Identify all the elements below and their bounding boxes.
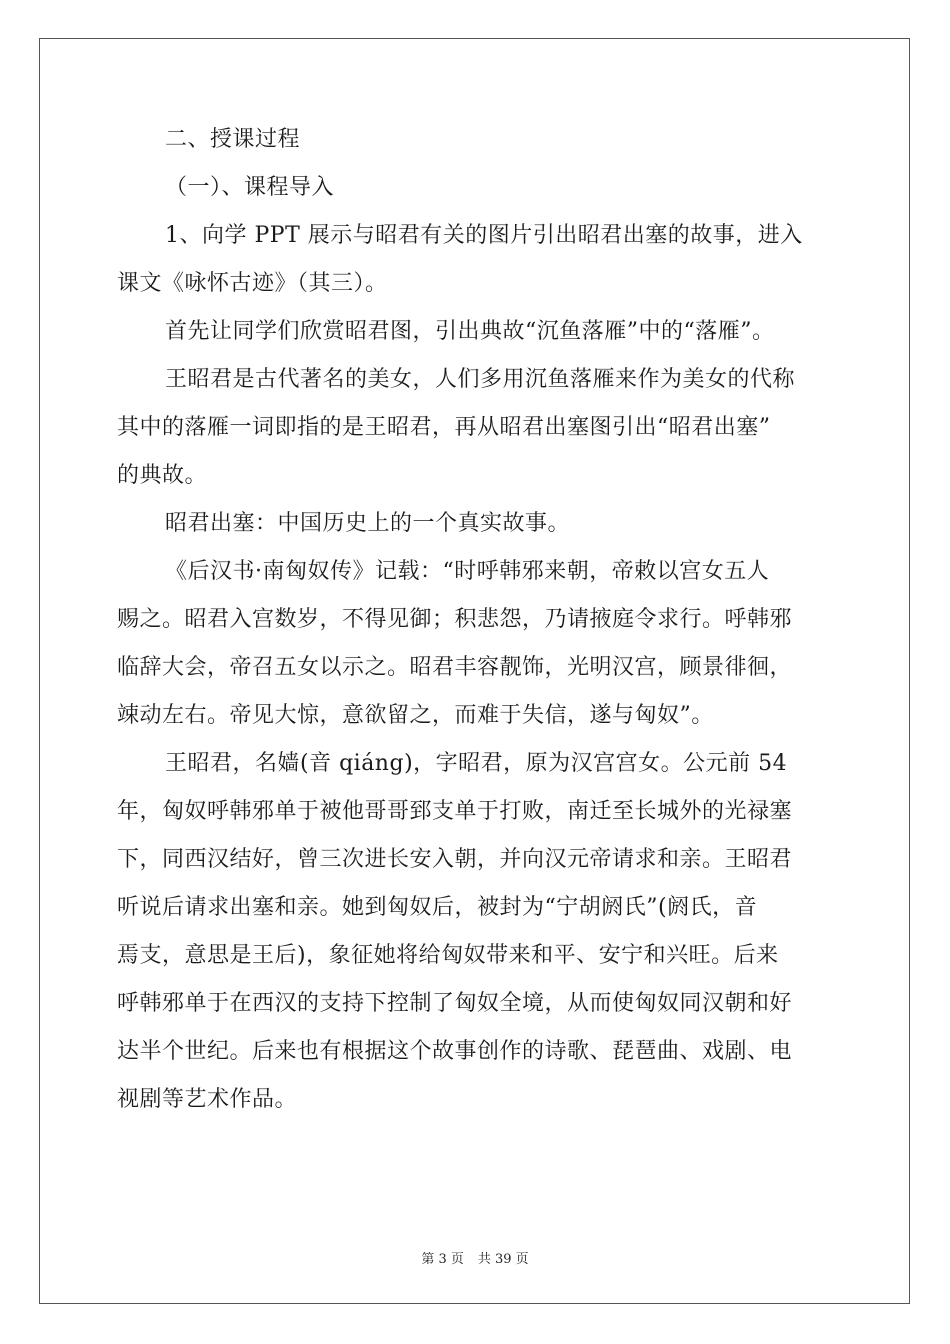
- text-line-9: 昭君出塞：中国历史上的一个真实故事。: [165, 511, 571, 536]
- text-line-11: 赐之。昭君入宫数岁，不得见御；积悲怨，乃请掖庭令求行。呼韩邪: [117, 607, 793, 632]
- text-line-8: 的典故。: [117, 463, 208, 488]
- text-line-5: 首先让同学们欣赏昭君图，引出典故“沉鱼落雁”中的“落雁”。: [165, 319, 775, 344]
- document-body: [117, 128, 837, 1136]
- text-line-19: 呼韩邪单于在西汉的支持下控制了匈奴全境，从而使匈奴同汉朝和好: [117, 991, 793, 1016]
- page-number-total: 共 39 页: [477, 1252, 529, 1267]
- text-line-15: 年，匈奴呼韩邪单于被他哥哥郅支单于打败，南迁至长城外的光禄塞: [117, 799, 793, 824]
- page-footer: [0, 1248, 950, 1267]
- text-line-14: 王昭君，名嫱(音 qiáng)，字昭君，原为汉宫宫女。公元前 54: [165, 751, 788, 776]
- text-line-4: 课文《咏怀古迹》（其三）。: [117, 271, 388, 296]
- text-line-2: （一）、课程导入: [165, 175, 335, 200]
- text-line-7: 其中的落雁一词即指的是王昭君，再从昭君出塞图引出“昭君出塞”: [117, 415, 771, 440]
- text-line-16: 下，同西汉结好，曾三次进长安入朝，并向汉元帝请求和亲。王昭君: [117, 847, 793, 872]
- text-line-12: 临辞大会，帝召五女以示之。昭君丰容靓饰，光明汉宫，顾景徘徊，: [117, 655, 793, 680]
- text-line-18: 焉支，意思是王后)，象征她将给匈奴带来和平、安宁和兴旺。后来: [117, 943, 779, 968]
- text-line-10: 《后汉书·南匈奴传》记载：“时呼韩邪来朝，帝敕以宫女五人: [165, 559, 770, 584]
- page-number-current: 第 3 页: [421, 1252, 464, 1267]
- text-line-1: 二、授课过程: [165, 127, 301, 152]
- text-line-21: 视剧等艺术作品。: [117, 1087, 298, 1112]
- text-line-17: 听说后请求出塞和亲。她到匈奴后，被封为“宁胡阏氏”(阏氏，音: [117, 895, 758, 920]
- text-line-6: 王昭君是古代著名的美女，人们多用沉鱼落雁来作为美女的代称: [165, 367, 796, 392]
- text-line-13: 竦动左右。帝见大惊，意欲留之，而难于失信，遂与匈奴”。: [117, 703, 714, 728]
- text-line-20: 达半个世纪。后来也有根据这个故事创作的诗歌、琵琶曲、戏剧、电: [117, 1039, 793, 1064]
- text-line-3: 1、向学 PPT 展示与昭君有关的图片引出昭君出塞的故事，进入: [165, 223, 803, 248]
